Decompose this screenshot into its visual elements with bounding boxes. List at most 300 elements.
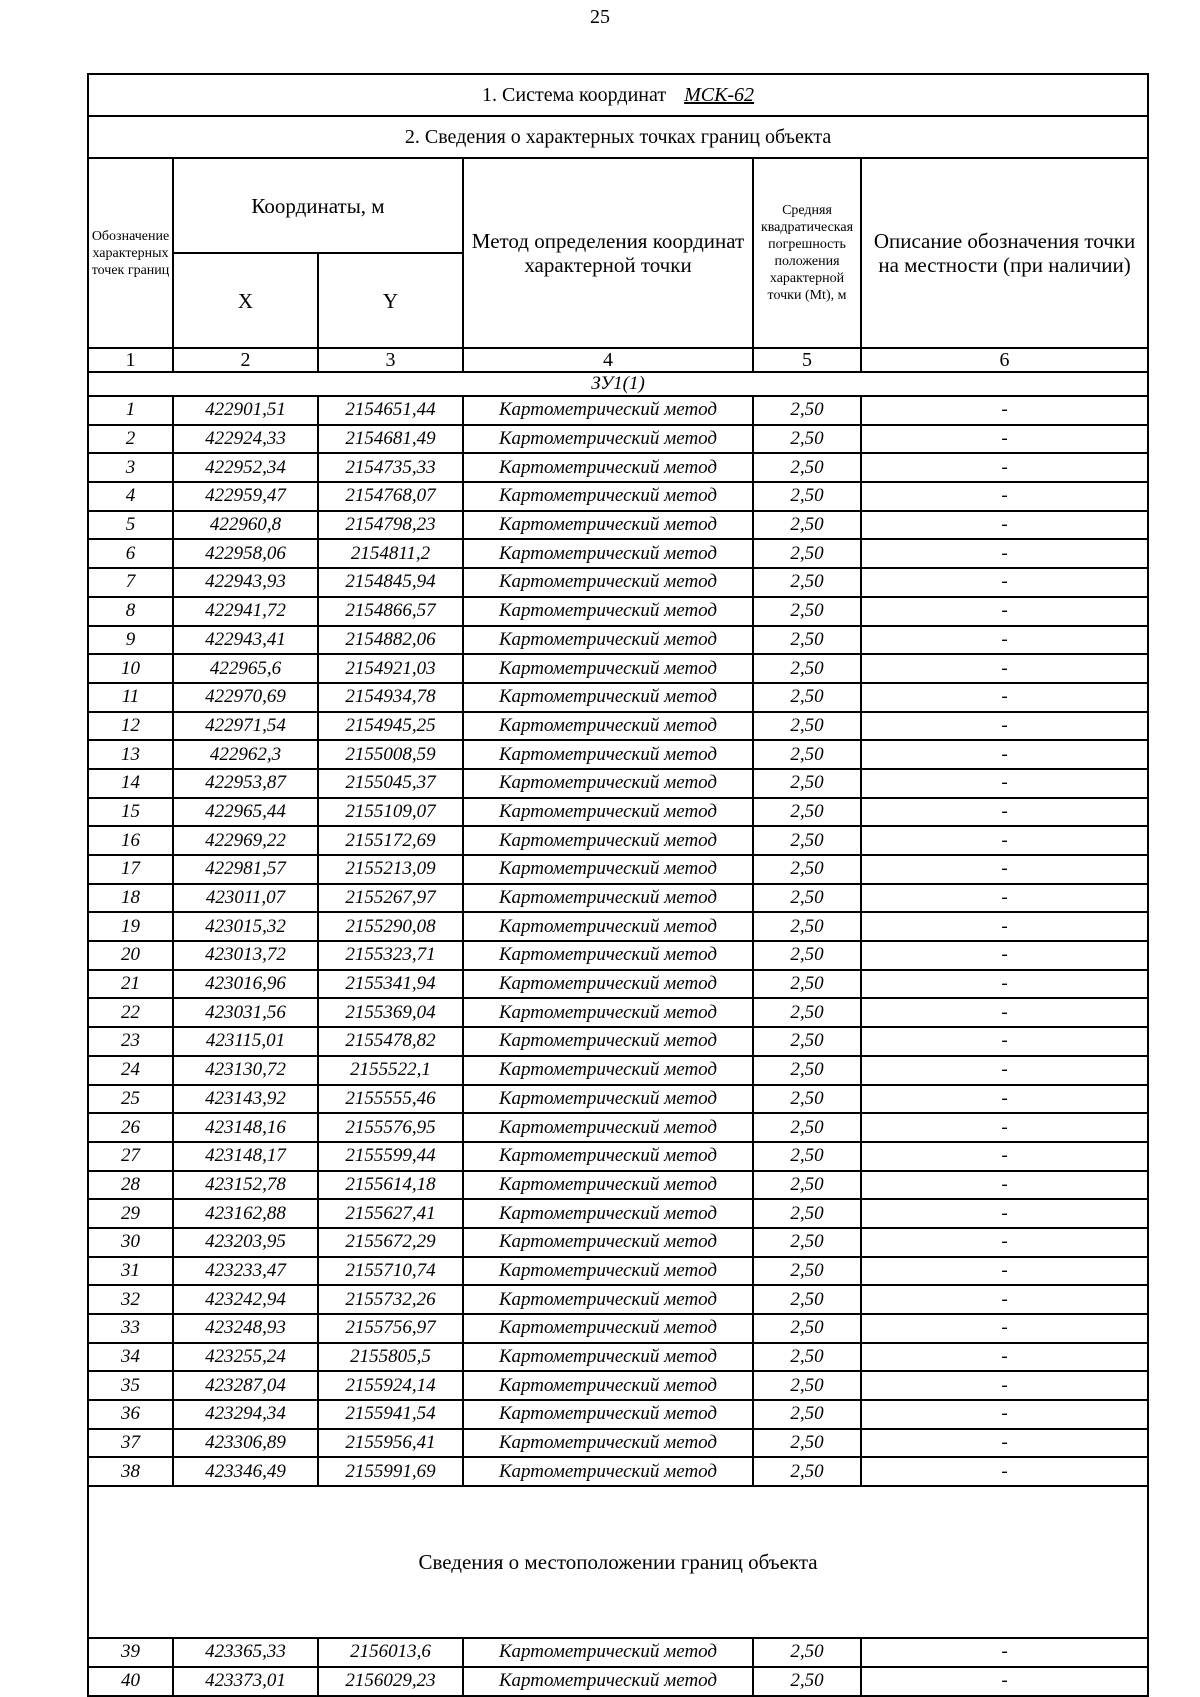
column-number: 1 [88, 348, 173, 372]
coordinate-y: 2155956,41 [318, 1429, 463, 1458]
point-number: 16 [88, 826, 173, 855]
subtitle-row [88, 1486, 1148, 1638]
coordinate-y: 2155008,59 [318, 740, 463, 769]
coordinate-x: 423365,33 [173, 1638, 318, 1667]
method: Картометрический метод [463, 597, 753, 626]
description: - [861, 941, 1148, 970]
description: - [861, 1085, 1148, 1114]
method: Картометрический метод [463, 798, 753, 827]
table-row [88, 1457, 1148, 1486]
point-number: 15 [88, 798, 173, 827]
coordinate-y: 2155369,04 [318, 998, 463, 1027]
description: - [861, 1314, 1148, 1343]
description: - [861, 1027, 1148, 1056]
table-row [88, 654, 1148, 683]
method: Картометрический метод [463, 941, 753, 970]
mean-square-error: 2,50 [753, 998, 861, 1027]
point-number: 22 [88, 998, 173, 1027]
section-1-row [88, 74, 1148, 116]
description: - [861, 855, 1148, 884]
coordinate-y: 2155045,37 [318, 769, 463, 798]
coordinate-x: 422962,3 [173, 740, 318, 769]
header-row-1 [88, 158, 1148, 253]
section-2-title: 2. Сведения о характерных точках границ объекта [88, 116, 1148, 158]
mean-square-error: 2,50 [753, 712, 861, 741]
column-number: 5 [753, 348, 861, 372]
coordinate-y: 2155576,95 [318, 1113, 463, 1142]
coordinate-y: 2155627,41 [318, 1199, 463, 1228]
mean-square-error: 2,50 [753, 1056, 861, 1085]
method: Картометрический метод [463, 1199, 753, 1228]
method: Картометрический метод [463, 453, 753, 482]
mean-square-error: 2,50 [753, 654, 861, 683]
coordinate-x: 422943,41 [173, 626, 318, 655]
mean-square-error: 2,50 [753, 1667, 861, 1696]
description: - [861, 912, 1148, 941]
description: - [861, 425, 1148, 454]
description: - [861, 568, 1148, 597]
column-number: 6 [861, 348, 1148, 372]
point-number: 7 [88, 568, 173, 597]
description: - [861, 453, 1148, 482]
zone-row [88, 372, 1148, 396]
zone-label: ЗУ1(1) [88, 372, 1148, 396]
table-row [88, 1285, 1148, 1314]
method: Картометрический метод [463, 1667, 753, 1696]
point-number: 21 [88, 970, 173, 999]
method: Картометрический метод [463, 396, 753, 425]
coordinate-system-cell [88, 74, 1148, 116]
method: Картометрический метод [463, 1343, 753, 1372]
column-numbers-row [88, 348, 1148, 372]
header-mean-square-error: Средняя квадратическая погрешность положения характерной точки (Mt), м [753, 158, 861, 348]
point-number: 23 [88, 1027, 173, 1056]
mean-square-error: 2,50 [753, 1638, 861, 1667]
point-number: 33 [88, 1314, 173, 1343]
coordinate-x: 422971,54 [173, 712, 318, 741]
coordinate-x: 422959,47 [173, 482, 318, 511]
description: - [861, 1457, 1148, 1486]
table-row [88, 1056, 1148, 1085]
table-row [88, 539, 1148, 568]
coordinate-x: 423346,49 [173, 1457, 318, 1486]
coordinate-x: 423130,72 [173, 1056, 318, 1085]
coordinate-y: 2155290,08 [318, 912, 463, 941]
description: - [861, 884, 1148, 913]
method: Картометрический метод [463, 1113, 753, 1142]
method: Картометрический метод [463, 855, 753, 884]
description: - [861, 1638, 1148, 1667]
mean-square-error: 2,50 [753, 912, 861, 941]
point-number: 1 [88, 396, 173, 425]
coordinate-y: 2155172,69 [318, 826, 463, 855]
table-row [88, 970, 1148, 999]
method: Картометрический метод [463, 654, 753, 683]
point-number: 36 [88, 1400, 173, 1429]
description: - [861, 482, 1148, 511]
description: - [861, 1400, 1148, 1429]
mean-square-error: 2,50 [753, 1257, 861, 1286]
point-number: 32 [88, 1285, 173, 1314]
coordinate-x: 423287,04 [173, 1371, 318, 1400]
point-number: 39 [88, 1638, 173, 1667]
coordinate-x: 423203,95 [173, 1228, 318, 1257]
mean-square-error: 2,50 [753, 425, 861, 454]
point-number: 31 [88, 1257, 173, 1286]
method: Картометрический метод [463, 1027, 753, 1056]
coordinate-x: 423248,93 [173, 1314, 318, 1343]
point-number: 6 [88, 539, 173, 568]
coordinate-y: 2155924,14 [318, 1371, 463, 1400]
header-description: Описание обозначения точки на местности (при наличии) [861, 158, 1148, 348]
coordinate-system-value: МСК-62 [684, 83, 755, 106]
coordinate-x: 423143,92 [173, 1085, 318, 1114]
coordinate-y: 2156029,23 [318, 1667, 463, 1696]
mean-square-error: 2,50 [753, 1314, 861, 1343]
mean-square-error: 2,50 [753, 1199, 861, 1228]
point-number: 37 [88, 1429, 173, 1458]
coordinate-x: 423115,01 [173, 1027, 318, 1056]
method: Картометрический метод [463, 1085, 753, 1114]
coordinate-x: 422901,51 [173, 396, 318, 425]
table-row [88, 626, 1148, 655]
coordinate-x: 422943,93 [173, 568, 318, 597]
description: - [861, 970, 1148, 999]
header-point-designation: Обозначение характерных точек границ [88, 158, 173, 348]
point-number: 38 [88, 1457, 173, 1486]
column-number: 3 [318, 348, 463, 372]
description: - [861, 1228, 1148, 1257]
coordinate-y: 2154735,33 [318, 453, 463, 482]
coordinate-x: 423031,56 [173, 998, 318, 1027]
table-row [88, 855, 1148, 884]
point-number: 18 [88, 884, 173, 913]
method: Картометрический метод [463, 1429, 753, 1458]
point-number: 12 [88, 712, 173, 741]
description: - [861, 626, 1148, 655]
description: - [861, 396, 1148, 425]
table-row [88, 1257, 1148, 1286]
method: Картометрический метод [463, 1457, 753, 1486]
mean-square-error: 2,50 [753, 482, 861, 511]
header-method: Метод определения координат характерной точки [463, 158, 753, 348]
method: Картометрический метод [463, 912, 753, 941]
method: Картометрический метод [463, 1142, 753, 1171]
mean-square-error: 2,50 [753, 1371, 861, 1400]
mean-square-error: 2,50 [753, 1228, 861, 1257]
point-number: 10 [88, 654, 173, 683]
coordinate-y: 2155522,1 [318, 1056, 463, 1085]
table-body [88, 74, 1148, 1696]
description: - [861, 826, 1148, 855]
coordinate-y: 2154882,06 [318, 626, 463, 655]
method: Картометрический метод [463, 712, 753, 741]
mean-square-error: 2,50 [753, 597, 861, 626]
point-number: 4 [88, 482, 173, 511]
method: Картометрический метод [463, 1314, 753, 1343]
coordinate-x: 423294,34 [173, 1400, 318, 1429]
coordinates-table [87, 73, 1149, 1697]
description: - [861, 1343, 1148, 1372]
point-number: 26 [88, 1113, 173, 1142]
header-coordinates-group: Координаты, м [173, 158, 463, 253]
coordinate-y: 2155941,54 [318, 1400, 463, 1429]
point-number: 35 [88, 1371, 173, 1400]
coordinate-x: 423152,78 [173, 1171, 318, 1200]
method: Картометрический метод [463, 683, 753, 712]
table-row [88, 798, 1148, 827]
coordinate-x: 422965,44 [173, 798, 318, 827]
mean-square-error: 2,50 [753, 396, 861, 425]
mean-square-error: 2,50 [753, 941, 861, 970]
method: Картометрический метод [463, 539, 753, 568]
coordinate-y: 2154681,49 [318, 425, 463, 454]
coordinate-x: 422941,72 [173, 597, 318, 626]
description: - [861, 712, 1148, 741]
coordinate-x: 423233,47 [173, 1257, 318, 1286]
section-2-row [88, 116, 1148, 158]
coordinate-y: 2155614,18 [318, 1171, 463, 1200]
table-row [88, 568, 1148, 597]
description: - [861, 740, 1148, 769]
method: Картометрический метод [463, 1056, 753, 1085]
description: - [861, 769, 1148, 798]
table-row [88, 1142, 1148, 1171]
header-x: X [173, 253, 318, 348]
coordinate-x: 422969,22 [173, 826, 318, 855]
point-number: 19 [88, 912, 173, 941]
point-number: 14 [88, 769, 173, 798]
coordinate-y: 2154945,25 [318, 712, 463, 741]
point-number: 20 [88, 941, 173, 970]
coordinate-y: 2155732,26 [318, 1285, 463, 1314]
point-number: 8 [88, 597, 173, 626]
description: - [861, 1285, 1148, 1314]
table-row [88, 998, 1148, 1027]
table-row [88, 511, 1148, 540]
description: - [861, 654, 1148, 683]
coordinate-x: 423148,16 [173, 1113, 318, 1142]
description: - [861, 1056, 1148, 1085]
subtitle: Сведения о местоположении границ объекта [88, 1486, 1148, 1638]
mean-square-error: 2,50 [753, 1400, 861, 1429]
mean-square-error: 2,50 [753, 1171, 861, 1200]
description: - [861, 539, 1148, 568]
coordinate-y: 2155555,46 [318, 1085, 463, 1114]
table-row [88, 769, 1148, 798]
coordinate-y: 2155267,97 [318, 884, 463, 913]
coordinate-x: 423373,01 [173, 1667, 318, 1696]
coordinate-y: 2154934,78 [318, 683, 463, 712]
coordinate-x: 423013,72 [173, 941, 318, 970]
column-number: 2 [173, 348, 318, 372]
point-number: 3 [88, 453, 173, 482]
coordinate-y: 2154768,07 [318, 482, 463, 511]
coordinate-x: 423306,89 [173, 1429, 318, 1458]
coordinate-y: 2155756,97 [318, 1314, 463, 1343]
coordinate-x: 422953,87 [173, 769, 318, 798]
description: - [861, 1171, 1148, 1200]
table-row [88, 1667, 1148, 1696]
method: Картометрический метод [463, 998, 753, 1027]
point-number: 30 [88, 1228, 173, 1257]
description: - [861, 1113, 1148, 1142]
table-row [88, 912, 1148, 941]
table-row [88, 1199, 1148, 1228]
mean-square-error: 2,50 [753, 1142, 861, 1171]
coordinate-y: 2155991,69 [318, 1457, 463, 1486]
coordinate-y: 2155341,94 [318, 970, 463, 999]
point-number: 5 [88, 511, 173, 540]
mean-square-error: 2,50 [753, 1457, 861, 1486]
method: Картометрический метод [463, 1400, 753, 1429]
method: Картометрический метод [463, 1285, 753, 1314]
coordinate-y: 2154845,94 [318, 568, 463, 597]
description: - [861, 1667, 1148, 1696]
mean-square-error: 2,50 [753, 1285, 861, 1314]
coordinate-x: 423242,94 [173, 1285, 318, 1314]
mean-square-error: 2,50 [753, 511, 861, 540]
point-number: 17 [88, 855, 173, 884]
coordinate-x: 423148,17 [173, 1142, 318, 1171]
point-number: 11 [88, 683, 173, 712]
mean-square-error: 2,50 [753, 740, 861, 769]
coordinate-x: 422960,8 [173, 511, 318, 540]
coordinate-y: 2154866,57 [318, 597, 463, 626]
coordinate-y: 2154798,23 [318, 511, 463, 540]
mean-square-error: 2,50 [753, 855, 861, 884]
point-number: 9 [88, 626, 173, 655]
table-row [88, 396, 1148, 425]
table-row [88, 1228, 1148, 1257]
description: - [861, 511, 1148, 540]
description: - [861, 1371, 1148, 1400]
coordinate-x: 423015,32 [173, 912, 318, 941]
table-row [88, 712, 1148, 741]
coordinate-y: 2155805,5 [318, 1343, 463, 1372]
table-row [88, 1343, 1148, 1372]
coordinate-system-label: 1. Система координат [482, 83, 667, 106]
method: Картометрический метод [463, 511, 753, 540]
method: Картометрический метод [463, 740, 753, 769]
point-number: 28 [88, 1171, 173, 1200]
method: Картометрический метод [463, 626, 753, 655]
table-row [88, 884, 1148, 913]
mean-square-error: 2,50 [753, 798, 861, 827]
coordinate-x: 422958,06 [173, 539, 318, 568]
mean-square-error: 2,50 [753, 970, 861, 999]
coordinate-x: 423016,96 [173, 970, 318, 999]
coordinate-y: 2155323,71 [318, 941, 463, 970]
description: - [861, 998, 1148, 1027]
method: Картометрический метод [463, 425, 753, 454]
point-number: 34 [88, 1343, 173, 1372]
method: Картометрический метод [463, 482, 753, 511]
method: Картометрический метод [463, 1371, 753, 1400]
method: Картометрический метод [463, 970, 753, 999]
table-row [88, 1171, 1148, 1200]
coordinate-x: 423011,07 [173, 884, 318, 913]
mean-square-error: 2,50 [753, 568, 861, 597]
mean-square-error: 2,50 [753, 539, 861, 568]
header-y: Y [318, 253, 463, 348]
coordinate-x: 422965,6 [173, 654, 318, 683]
coordinate-y: 2154651,44 [318, 396, 463, 425]
mean-square-error: 2,50 [753, 626, 861, 655]
description: - [861, 1429, 1148, 1458]
point-number: 29 [88, 1199, 173, 1228]
coordinate-y: 2154921,03 [318, 654, 463, 683]
method: Картометрический метод [463, 1257, 753, 1286]
mean-square-error: 2,50 [753, 1343, 861, 1372]
description: - [861, 1257, 1148, 1286]
coordinate-y: 2155213,09 [318, 855, 463, 884]
table-row [88, 1429, 1148, 1458]
method: Картометрический метод [463, 1638, 753, 1667]
mean-square-error: 2,50 [753, 884, 861, 913]
mean-square-error: 2,50 [753, 826, 861, 855]
table-row [88, 1085, 1148, 1114]
table-row [88, 1638, 1148, 1667]
method: Картометрический метод [463, 826, 753, 855]
description: - [861, 798, 1148, 827]
coordinate-x: 422952,34 [173, 453, 318, 482]
coordinate-x: 423162,88 [173, 1199, 318, 1228]
method: Картометрический метод [463, 1228, 753, 1257]
coordinate-y: 2154811,2 [318, 539, 463, 568]
coordinate-y: 2155599,44 [318, 1142, 463, 1171]
mean-square-error: 2,50 [753, 453, 861, 482]
point-number: 27 [88, 1142, 173, 1171]
coordinate-y: 2155109,07 [318, 798, 463, 827]
mean-square-error: 2,50 [753, 1113, 861, 1142]
point-number: 24 [88, 1056, 173, 1085]
mean-square-error: 2,50 [753, 769, 861, 798]
coordinate-y: 2155710,74 [318, 1257, 463, 1286]
coordinate-x: 422981,57 [173, 855, 318, 884]
table-row [88, 826, 1148, 855]
description: - [861, 1199, 1148, 1228]
coordinate-y: 2155672,29 [318, 1228, 463, 1257]
description: - [861, 683, 1148, 712]
point-number: 2 [88, 425, 173, 454]
method: Картометрический метод [463, 769, 753, 798]
mean-square-error: 2,50 [753, 1429, 861, 1458]
table-row [88, 1400, 1148, 1429]
coordinate-y: 2155478,82 [318, 1027, 463, 1056]
page-number: 25 [590, 6, 610, 28]
description: - [861, 597, 1148, 626]
table-row [88, 425, 1148, 454]
point-number: 25 [88, 1085, 173, 1114]
method: Картометрический метод [463, 1171, 753, 1200]
point-number: 13 [88, 740, 173, 769]
coordinate-y: 2156013,6 [318, 1638, 463, 1667]
table-row [88, 1371, 1148, 1400]
table-row [88, 941, 1148, 970]
table-row [88, 453, 1148, 482]
table-row [88, 740, 1148, 769]
method: Картометрический метод [463, 884, 753, 913]
table-row [88, 1027, 1148, 1056]
coordinate-x: 422970,69 [173, 683, 318, 712]
mean-square-error: 2,50 [753, 1085, 861, 1114]
coordinate-x: 422924,33 [173, 425, 318, 454]
mean-square-error: 2,50 [753, 1027, 861, 1056]
column-number: 4 [463, 348, 753, 372]
table-row [88, 1113, 1148, 1142]
table-row [88, 482, 1148, 511]
